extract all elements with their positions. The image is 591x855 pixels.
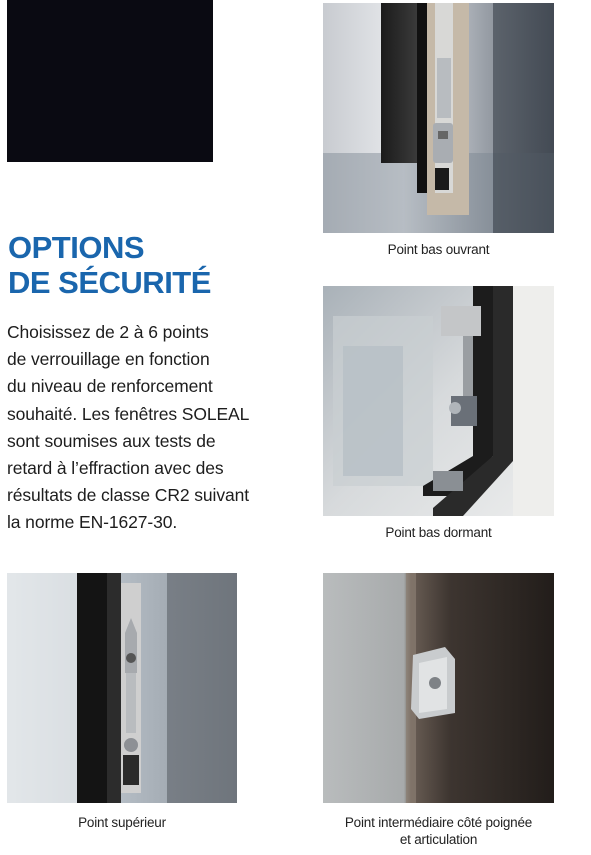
caption-point-bas-ouvrant: Point bas ouvrant xyxy=(387,242,490,257)
body-line: Choisissez de 2 à 6 points xyxy=(7,322,209,342)
body-line: retard à l’effraction avec des xyxy=(7,458,224,479)
body-line: de verrouillage en fonction xyxy=(7,349,210,370)
title-line: OPTIONS xyxy=(8,230,145,265)
body-line: souhaité. Les fenêtres SOLEAL xyxy=(7,403,250,424)
title-line: DE SÉCURITÉ xyxy=(8,265,211,300)
black-block xyxy=(7,0,213,162)
caption-line: et articulation xyxy=(399,832,478,847)
photo-point-bas-dormant xyxy=(323,286,554,516)
photo-point-superieur xyxy=(7,573,237,803)
caption-point-superieur: Point supérieur xyxy=(78,815,166,830)
body-line: résultats de classe CR2 suivant xyxy=(7,485,250,506)
caption-point-bas-dormant: Point bas dormant xyxy=(385,525,492,540)
description-paragraph xyxy=(7,319,297,537)
body-line: du niveau de renforcement xyxy=(7,376,213,397)
caption-point-intermediaire xyxy=(323,814,554,848)
caption-line: Point intermédiaire côté poignée xyxy=(344,815,533,830)
section-title xyxy=(8,230,211,300)
photo-point-intermediaire xyxy=(323,573,554,803)
body-line: la norme EN-1627-30. xyxy=(7,512,178,533)
photo-point-bas-ouvrant xyxy=(323,3,554,233)
body-line: sont soumises aux tests de xyxy=(7,430,216,451)
